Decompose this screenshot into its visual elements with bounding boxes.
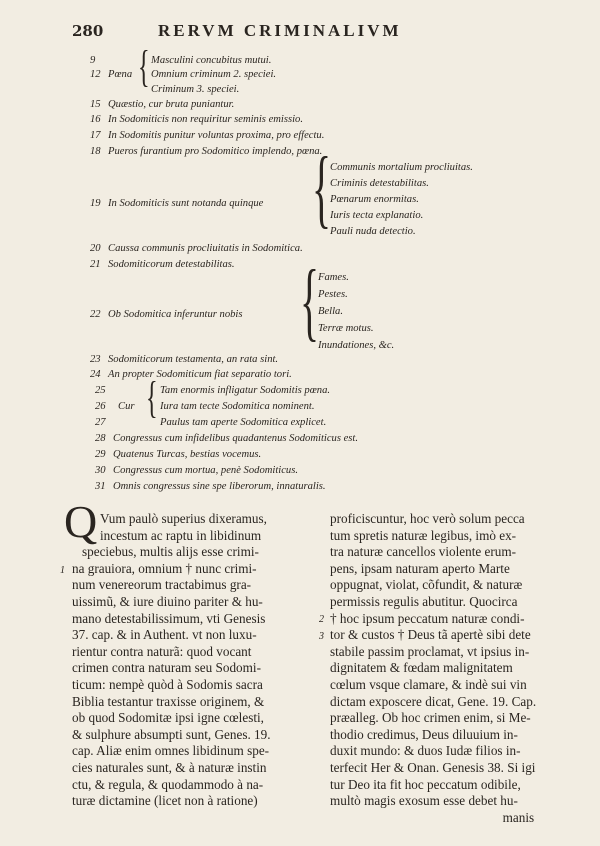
index-entry: Sodomiticorum detestabilitas. bbox=[108, 259, 235, 270]
index-entry: Criminis detestabilitas. bbox=[330, 178, 429, 189]
text-line: præalleg. Ob hoc crimen enim, si Me- bbox=[330, 710, 531, 726]
index-entry: Pauli nuda detectio. bbox=[330, 226, 416, 237]
drop-cap: Q bbox=[64, 496, 98, 547]
index-number: 26 bbox=[95, 401, 106, 412]
index-entry: Inundationes, &c. bbox=[318, 340, 395, 351]
text-line: mano detestabilissimum, vti Genesis bbox=[72, 610, 266, 626]
index-number: 27 bbox=[95, 417, 106, 428]
margin-note: 1 bbox=[60, 565, 65, 576]
text-line: tur Deo ita fit hoc peccatum odibile, bbox=[330, 776, 521, 792]
index-entry: In Sodomitis punitur voluntas proxima, pro effectu. bbox=[108, 130, 325, 141]
index-number: 23 bbox=[90, 354, 101, 365]
index-number: 17 bbox=[90, 130, 101, 141]
index-entry: Criminum 3. speciei. bbox=[151, 84, 240, 95]
index-number: 25 bbox=[95, 385, 106, 396]
index-entry: Pœnarum enormitas. bbox=[330, 194, 419, 205]
text-line: cap. Aliæ enim omnes libidinum spe- bbox=[72, 743, 270, 759]
index-entry: Caussa communis procliuitatis in Sodomitica. bbox=[108, 243, 303, 254]
brace: { bbox=[146, 373, 158, 422]
text-line: incestum ac raptu in libidinum bbox=[100, 527, 262, 543]
index-entry: Tam enormis infligatur Sodomitis pœna. bbox=[160, 385, 331, 396]
index-number: 20 bbox=[90, 243, 101, 254]
margin-note: 2 bbox=[319, 614, 324, 625]
index-number: 19 bbox=[90, 198, 101, 209]
text-line: duxit mundo: & duos Iudæ filios in- bbox=[330, 743, 521, 759]
text-line: permissis regulis abutitur. Quocirca bbox=[330, 593, 518, 609]
text-line: thodio credimus, Deus diluuium in- bbox=[330, 726, 518, 742]
catchword: manis bbox=[502, 809, 535, 825]
index-entry: Omnis congressus sine spe liberorum, innaturalis. bbox=[113, 481, 326, 492]
index-entry: Pœna bbox=[108, 69, 133, 80]
text-line: cœlum vsque clamare, & indè sui vin bbox=[330, 676, 527, 692]
left-column bbox=[72, 511, 271, 810]
index-number: 18 bbox=[90, 146, 101, 157]
brace: { bbox=[138, 42, 150, 91]
index-number: 12 bbox=[90, 69, 101, 80]
text-line: crimen contra naturam seu Sodomi- bbox=[72, 660, 261, 676]
index-entry: Congressus cum infidelibus quadantenus Sodomiticus est. bbox=[113, 433, 359, 444]
text-line: oppugnat, violat, cõfundit, & naturæ bbox=[330, 577, 523, 593]
index-number: 31 bbox=[95, 481, 106, 492]
index-entry: Pestes. bbox=[318, 289, 348, 300]
text-line: tum spretis naturæ legibus, imò ex- bbox=[330, 527, 517, 543]
index-number: 24 bbox=[90, 369, 101, 380]
brace: { bbox=[300, 253, 320, 350]
text-line: tra naturæ cancellos violente erum- bbox=[330, 544, 517, 560]
index-entry: Quæstio, cur bruta puniantur. bbox=[108, 99, 235, 110]
index-entry: Communis mortalium procliuitas. bbox=[330, 162, 473, 173]
right-column bbox=[330, 511, 536, 826]
text-line: stabile passim proclamat, vt ipsius in- bbox=[330, 643, 530, 659]
text-line: tor & custos † Deus tã apertè sibi dete bbox=[330, 627, 531, 643]
text-line: na grauiora, omnium † nunc crimi- bbox=[72, 560, 257, 576]
page-number: 280 bbox=[72, 22, 104, 40]
text-line: ctu, & regula, & quodammodo à na- bbox=[72, 776, 264, 792]
text-line: num venereorum tractabimus gra- bbox=[72, 577, 252, 593]
index-entry: Masculini concubitus mutui. bbox=[151, 55, 272, 66]
text-line: Vum paulò superius dixeramus, bbox=[100, 511, 267, 526]
running-title: RERVM CRIMINALIVM bbox=[158, 21, 402, 40]
index-number: 16 bbox=[90, 114, 101, 125]
index-number: 15 bbox=[90, 99, 101, 110]
index-number: 9 bbox=[90, 55, 96, 66]
text-line: Biblia testantur traxisse originem, & bbox=[72, 693, 265, 709]
index-entry: Fames. bbox=[318, 272, 349, 283]
index-number: 30 bbox=[95, 465, 106, 476]
index-entry: Iuris tecta explanatio. bbox=[330, 210, 424, 221]
index-entry: Ob Sodomitica inferuntur nobis bbox=[108, 309, 243, 320]
text-line: turæ dictamine (licet non à ratione) bbox=[72, 793, 258, 809]
text-line: pens, ipsam naturam aperto Marte bbox=[330, 560, 510, 576]
margin-note: 3 bbox=[319, 631, 324, 642]
index-entry: Congressus cum mortua, penè Sodomiticus. bbox=[113, 465, 298, 476]
index-entry: In Sodomiticis sunt notanda quinque bbox=[108, 198, 264, 209]
text-line: uissimũ, & iure diuino pariter & hu- bbox=[72, 593, 263, 609]
text-line: † hoc ipsum peccatum naturæ condi- bbox=[330, 610, 525, 626]
text-line: speciebus, multis alijs esse crimi- bbox=[82, 544, 259, 560]
index-entry: Quatenus Turcas, bestias vocemus. bbox=[113, 449, 262, 460]
index-entry: Cur bbox=[118, 401, 135, 412]
text-line: rientur contra naturã: quod vocant bbox=[72, 643, 252, 659]
text-line: ob quod Sodomitæ ipsi igne cœlesti, bbox=[72, 710, 264, 726]
index-entry: Sodomiticorum testamenta, an rata sint. bbox=[108, 354, 279, 365]
text-line: cies naturales sunt, & à naturæ instin bbox=[72, 759, 267, 775]
index-number: 21 bbox=[90, 259, 101, 270]
text-line: proficiscuntur, hoc verò solum pecca bbox=[330, 511, 525, 526]
index-entry: Paulus tam aperte Sodomitica explicet. bbox=[160, 417, 327, 428]
text-line: dignitatem & fœdam malignitatem bbox=[330, 660, 513, 676]
text-line: dictam exposcere dicat, Gene. 19. Cap. bbox=[330, 693, 537, 709]
text-line: multò magis exosum esse debet hu- bbox=[330, 793, 518, 809]
index-entry: Terræ motus. bbox=[318, 323, 374, 334]
index-entry: In Sodomiticis non requiritur seminis emissio. bbox=[108, 114, 304, 125]
index-entry: Omnium criminum 2. speciei. bbox=[151, 69, 277, 80]
text-line: 37. cap. & in Authent. vt non luxu- bbox=[72, 627, 257, 643]
index-entry: An propter Sodomiticum fiat separatio tori. bbox=[108, 369, 292, 380]
brace: { bbox=[312, 140, 332, 237]
text-line: & sulphure absumpti sunt, Genes. 19. bbox=[72, 726, 271, 742]
index-number: 29 bbox=[95, 449, 106, 460]
index-entry: Bella. bbox=[318, 306, 344, 317]
text-line: terfecit Her & Onan. Genesis 38. Si igi bbox=[330, 759, 536, 775]
text-line: ticum: nempè quòd à Sodomis sacra bbox=[72, 676, 263, 692]
index-entry: Iura tam tecte Sodomitica nominent. bbox=[160, 401, 315, 412]
index-entry: Pueros furantium pro Sodomitico implendo, pœna. bbox=[108, 146, 323, 157]
index-number: 28 bbox=[95, 433, 106, 444]
index-number: 22 bbox=[90, 309, 101, 320]
